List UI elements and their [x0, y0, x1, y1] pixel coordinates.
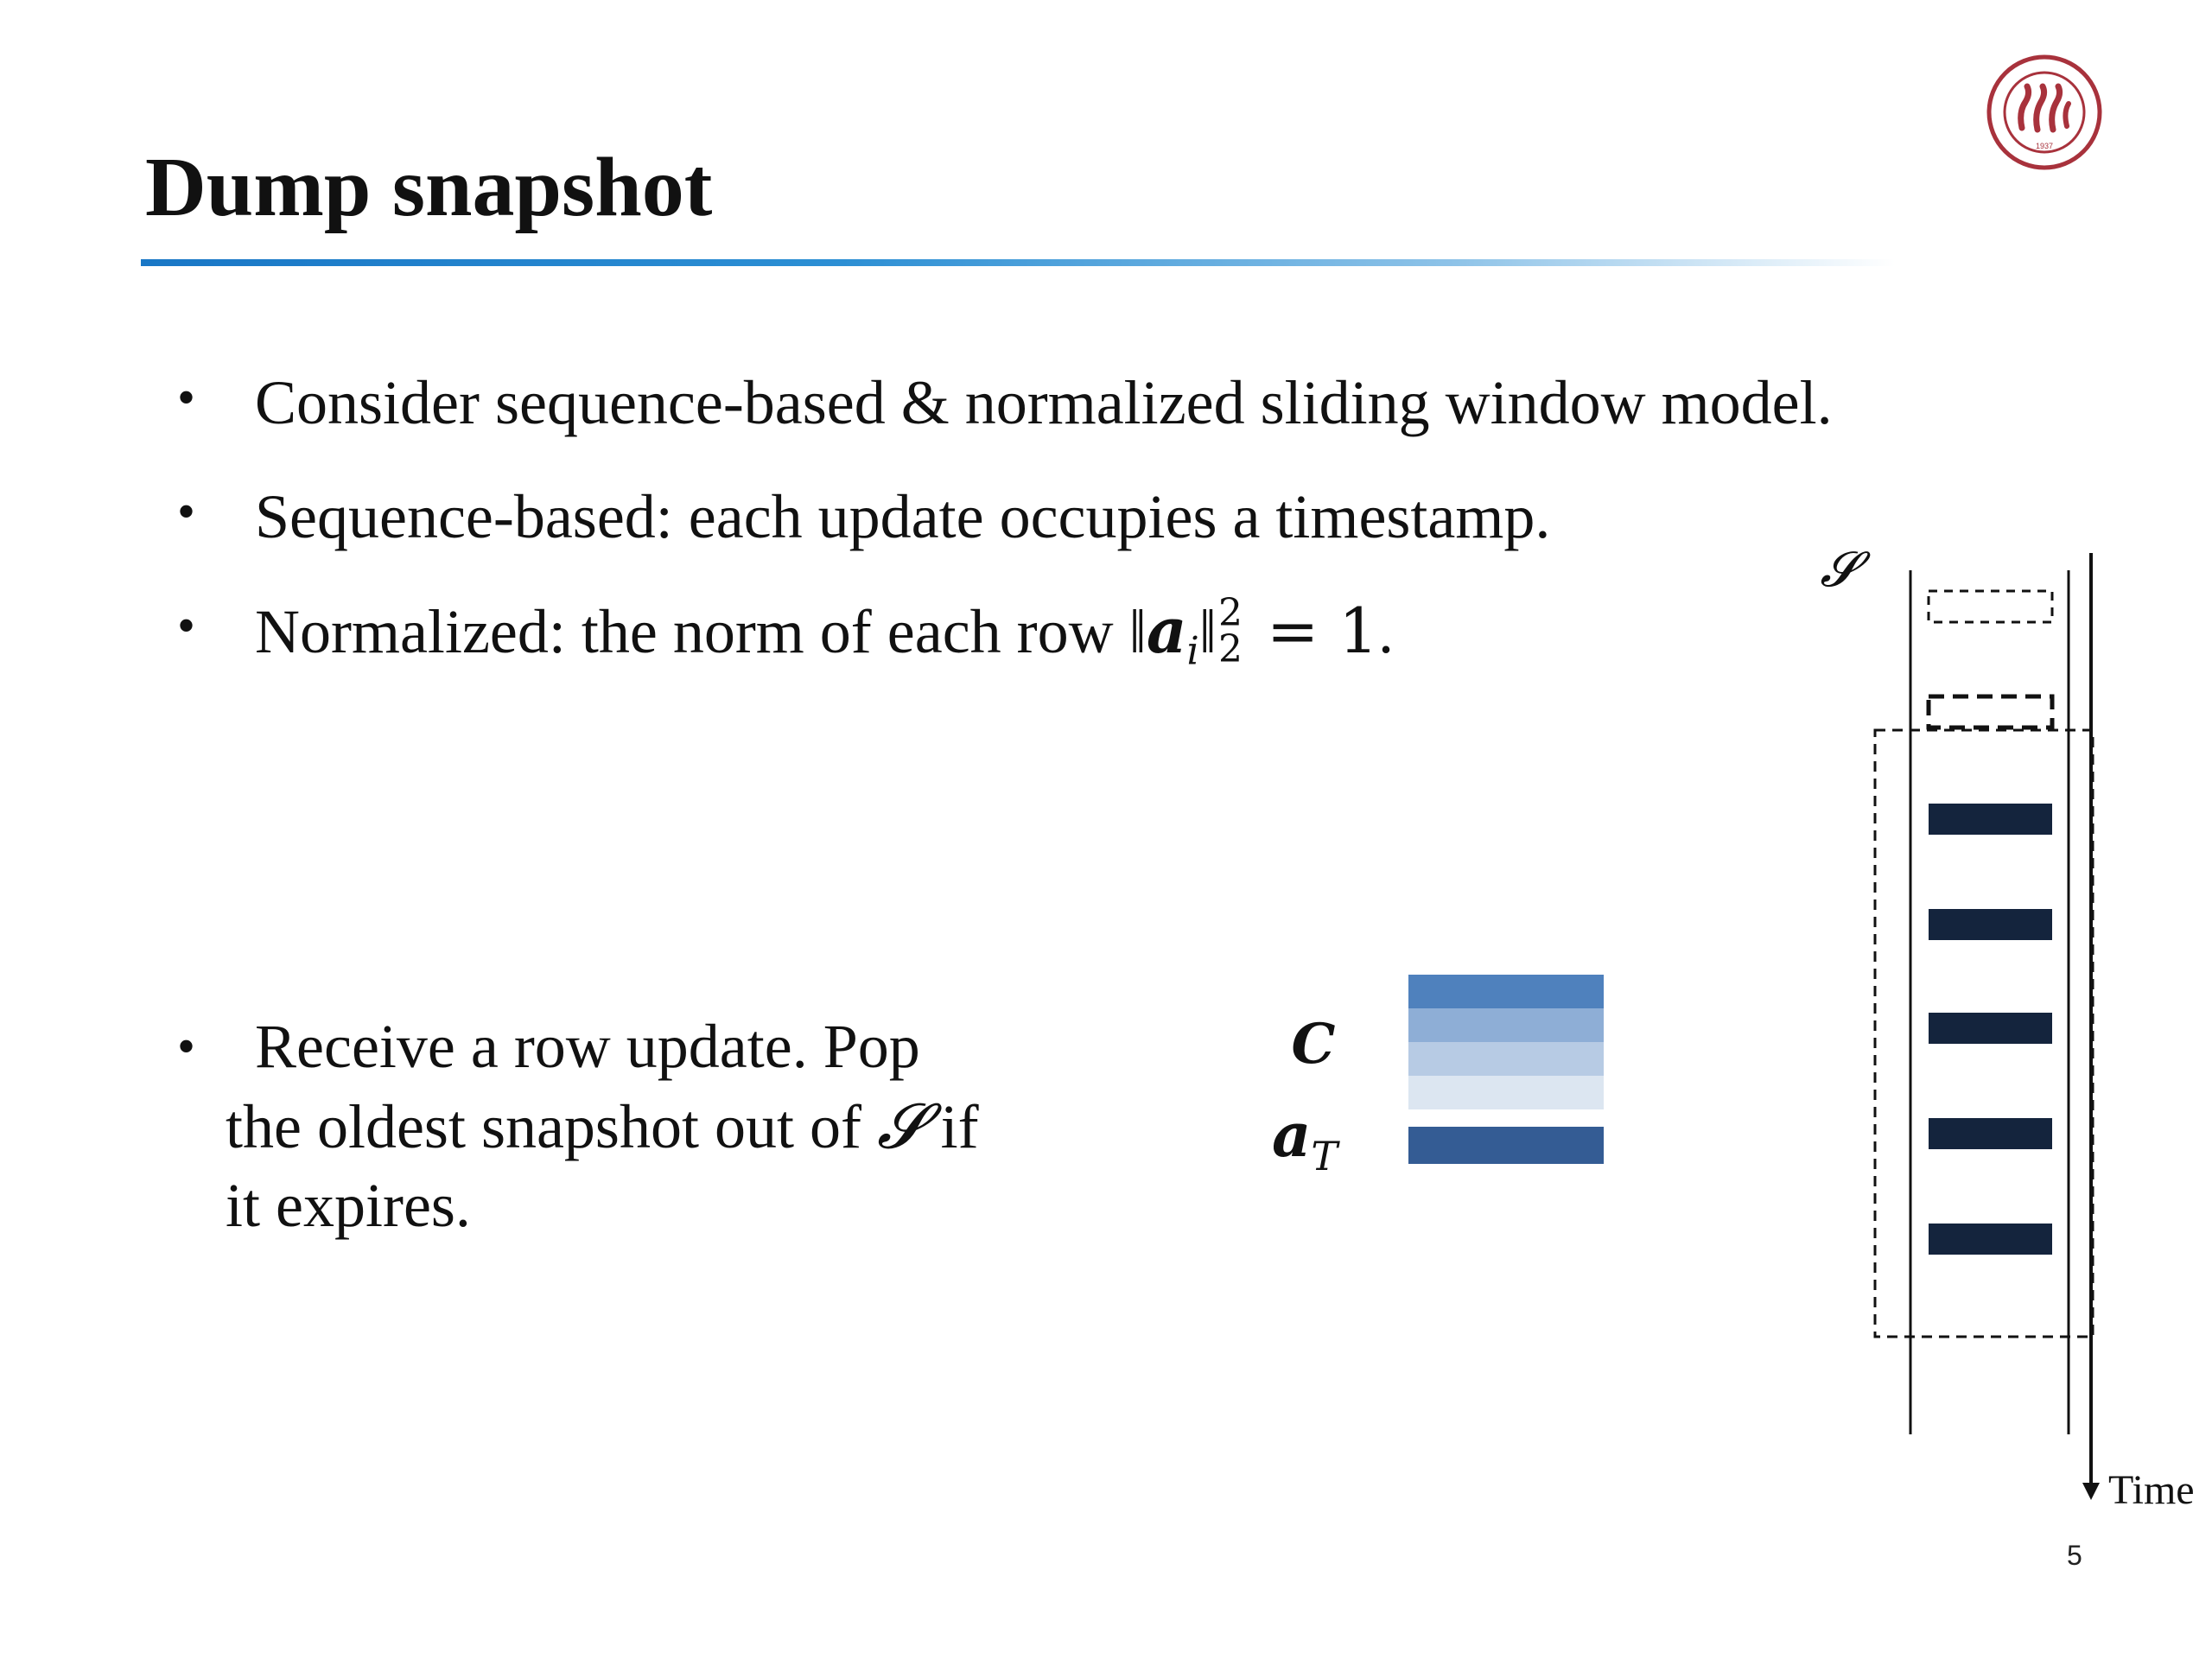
bullet-dot: • [177, 369, 196, 426]
snapshot-block [1929, 1224, 2052, 1255]
matrix-row [1408, 1042, 1604, 1076]
bullet-text-line: the oldest snapshot out of 𝓢 if [226, 1090, 979, 1162]
snapshot-block [1929, 804, 2052, 835]
snapshot-block [1929, 1118, 2052, 1149]
bullet-text-line: Receive a row update. Pop [255, 1012, 920, 1081]
set-symbol: 𝓢 [876, 1090, 925, 1162]
sketch-matrix-c [1408, 975, 1604, 1109]
bullet-dot: • [177, 1018, 196, 1075]
matrix-row [1408, 1008, 1604, 1042]
page-number: 5 [2067, 1540, 2082, 1571]
time-arrow-icon [2082, 1483, 2100, 1500]
bullet-dot: • [177, 483, 196, 540]
svg-text:1937: 1937 [2035, 142, 2054, 150]
norm-expression: $‖a_i‖$ 2 2 = 1 [1128, 591, 1379, 674]
matrix-row [1408, 975, 1604, 1008]
set-s-label: 𝓢 [1820, 542, 1858, 598]
matrix-c-label: C [1291, 1012, 1336, 1077]
bullet-dot: • [177, 597, 196, 654]
update-row-a-t [1408, 1127, 1604, 1164]
matrix-row [1408, 1076, 1604, 1109]
snapshot-block [1929, 1013, 2052, 1044]
snapshot-block [1929, 909, 2052, 940]
slide-title: Dump snapshot [145, 141, 713, 234]
row-a-label: $a_T$ [1271, 1099, 1338, 1179]
bullet-text: Consider sequence-based & normalized sliding window model. [255, 368, 1833, 437]
snapshot-stack [1929, 804, 2052, 1255]
bullet-text-line: it expires. [226, 1171, 471, 1240]
time-label: Time [2108, 1467, 2195, 1513]
bullet-text: Sequence-based: each update occupies a timestamp. [255, 482, 1551, 551]
bullet-text-norm: Normalized: the norm of each row $‖a_i‖$ 2 2 = 1. [255, 591, 1395, 674]
expired-snapshot-slot [1929, 591, 2052, 622]
expiring-snapshot-slot [1929, 696, 2052, 728]
